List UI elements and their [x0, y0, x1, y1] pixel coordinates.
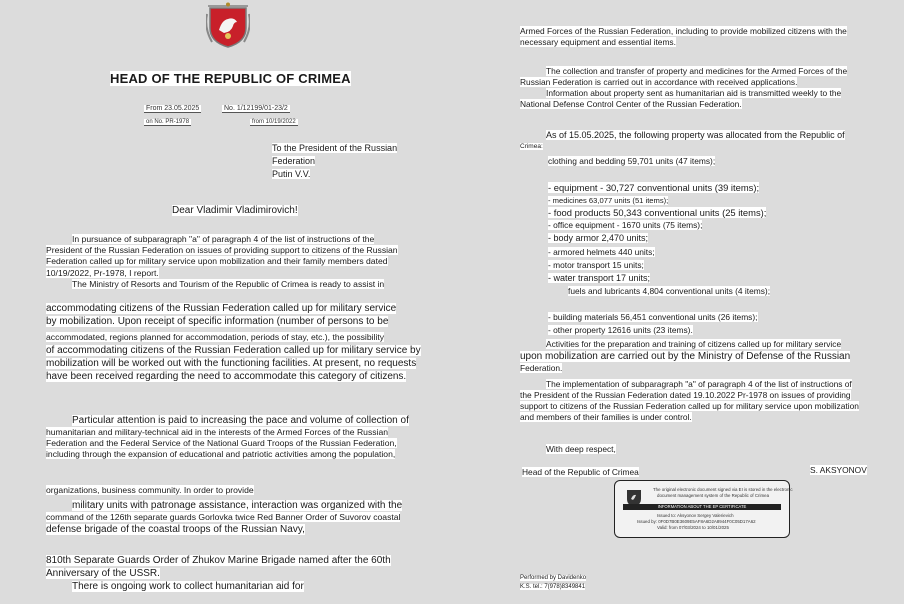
signatory-name: S. AKSYONOV — [810, 465, 867, 475]
ref-date2: from 10/19/2022 — [252, 119, 296, 125]
sig-note-2: document management system of the Republic of Crimea — [657, 493, 770, 498]
electronic-signature-stamp — [614, 480, 793, 538]
paragraph-5: military units with patronage assistance, interaction was organized with the command of the 126th separate guards Gorlovka twice Red Banner Order of Suvorov coastal defense brigade of the coastal troops of the Russian Navy, — [46, 500, 403, 536]
ref-number: No. 1/12199/01-23/2 — [224, 105, 288, 112]
right-paragraph-5: The implementation of subparagraph "a" of paragraph 4 of the list of instructions of the President of the Russian Federation dated 19.10.2022 Pr-1978 on issues of providing support to citizens of the Russian Federation called up for military service upon mobilization and members of their families is under control. — [520, 379, 859, 422]
list-item: - motor transport 15 units; — [548, 260, 644, 270]
paragraph-1: In pursuance of subparagraph "a" of paragraph 4 of the list of instructions of the President of the Russian Federation on issues of providing support to citizens of the Russian Federation called up for military service upon mobilization and their family members dated 10/19/2022, Pr-1978, I report. The Ministry of Resorts and Tourism of the Republic of Crimea is ready to assist in — [46, 234, 398, 289]
ref-date: From 23.05.2025 — [146, 105, 200, 112]
list-item: - building materials 56,451 conventional units (26 items); — [548, 312, 758, 322]
right-paragraph-4: Activities for the preparation and training of citizens called up for military service upon mobilization are carried out by the Ministry of Defense of the Russian Federation. — [520, 339, 851, 373]
list-item: - other property 12616 units (23 items). — [548, 325, 693, 335]
performer-note: Performed by Davidenko K.S. tel.: 7(978)8349841 — [520, 575, 587, 590]
list-item: - medicines 63,077 units (51 items); — [548, 196, 669, 205]
right-paragraph-1: Armed Forces of the Russian Federation, including to provide mobilized citizens with the necessary equipment and essential items. — [520, 26, 847, 47]
paragraph-4: organizations, business community. In order to provide — [46, 485, 254, 495]
right-paragraph-2: The collection and transfer of property and medicines for the Armed Forces of the Russian Federation is carried out in accordance with received applications. Information about property sent as humanitarian aid is transmitted weekly to the National Defense Control Center of the Russian Federation. — [520, 66, 848, 109]
coat-of-arms-icon — [206, 2, 250, 48]
paragraph-2-cont: of accommodating citizens of the Russian Federation called up for military service by mobilization will be worked out with the functioning facilities. At present, no requests have been received regarding the need to accommodate this category of citizens. — [46, 345, 421, 382]
sig-note-1: The original electronic document signed via EI is stored in the electronic — [653, 487, 793, 492]
list-item: - body armor 2,470 units; — [548, 233, 649, 243]
paragraph-2: accommodating citizens of the Russian Federation called up for military service by mobilization. Upon receipt of specific information (number of persons to be — [46, 303, 397, 327]
paragraph-6: 810th Separate Guards Order of Zhukov Marine Brigade named after the 60th Anniversary of the USSR. There is ongoing work to collect humanitarian aid for — [46, 555, 391, 592]
sig-validity: Valid: from 07/03/2024 to 10/01/2025 — [657, 525, 729, 530]
salutation: Dear Vladimir Vladimirovich! — [172, 205, 298, 216]
sig-serial: Issued by: 0F0D7B0E3609E5AF8A6D2A8944F0C05D17A62 — [637, 519, 756, 524]
paragraph-2-small: accommodated, regions planned for accommodation, periods of stay, etc.), the possibility — [46, 332, 385, 342]
paragraph-3: Particular attention is paid to increasing the pace and volume of collection of humanitarian and military-technical aid in the interests of the Armed Forces of the Russian Federation and the Federal Service of the National Guard Troops of the Russian Federation, including through the expansion of educational and patriotic activities among the population, — [46, 415, 409, 460]
addressee: To the President of the Russian Federation Putin V.V. — [272, 143, 398, 179]
list-item: fuels and lubricants 4,804 conventional units (4 items); — [568, 286, 771, 296]
list-item: clothing and bedding 59,701 units (47 items); — [548, 156, 716, 166]
list-item: - water transport 17 units; — [548, 273, 651, 283]
list-item: - equipment - 30,727 conventional units (39 items); — [548, 182, 760, 193]
ref-on-no: on No. PR-1978 — [146, 119, 190, 125]
sig-issued-to: Issued to: Aksyonov Sergey Valerievich — [657, 513, 734, 518]
sig-header-bar: INFORMATION ABOUT THE EP CERTIFICATE — [623, 504, 781, 510]
letterhead-title: HEAD OF THE REPUBLIC OF CRIMEA — [110, 71, 351, 86]
signatory-title: Head of the Republic of Crimea — [522, 467, 639, 477]
list-item: - food products 50,343 conventional units (25 items); — [548, 207, 767, 218]
list-item: - office equipment - 1670 units (75 items); — [548, 220, 703, 230]
right-paragraph-3: As of 15.05.2025, the following property was allocated from the Republic of Crimea: — [520, 130, 845, 150]
closing-respect: With deep respect, — [546, 444, 616, 454]
list-item: - armored helmets 440 units; — [548, 247, 655, 257]
